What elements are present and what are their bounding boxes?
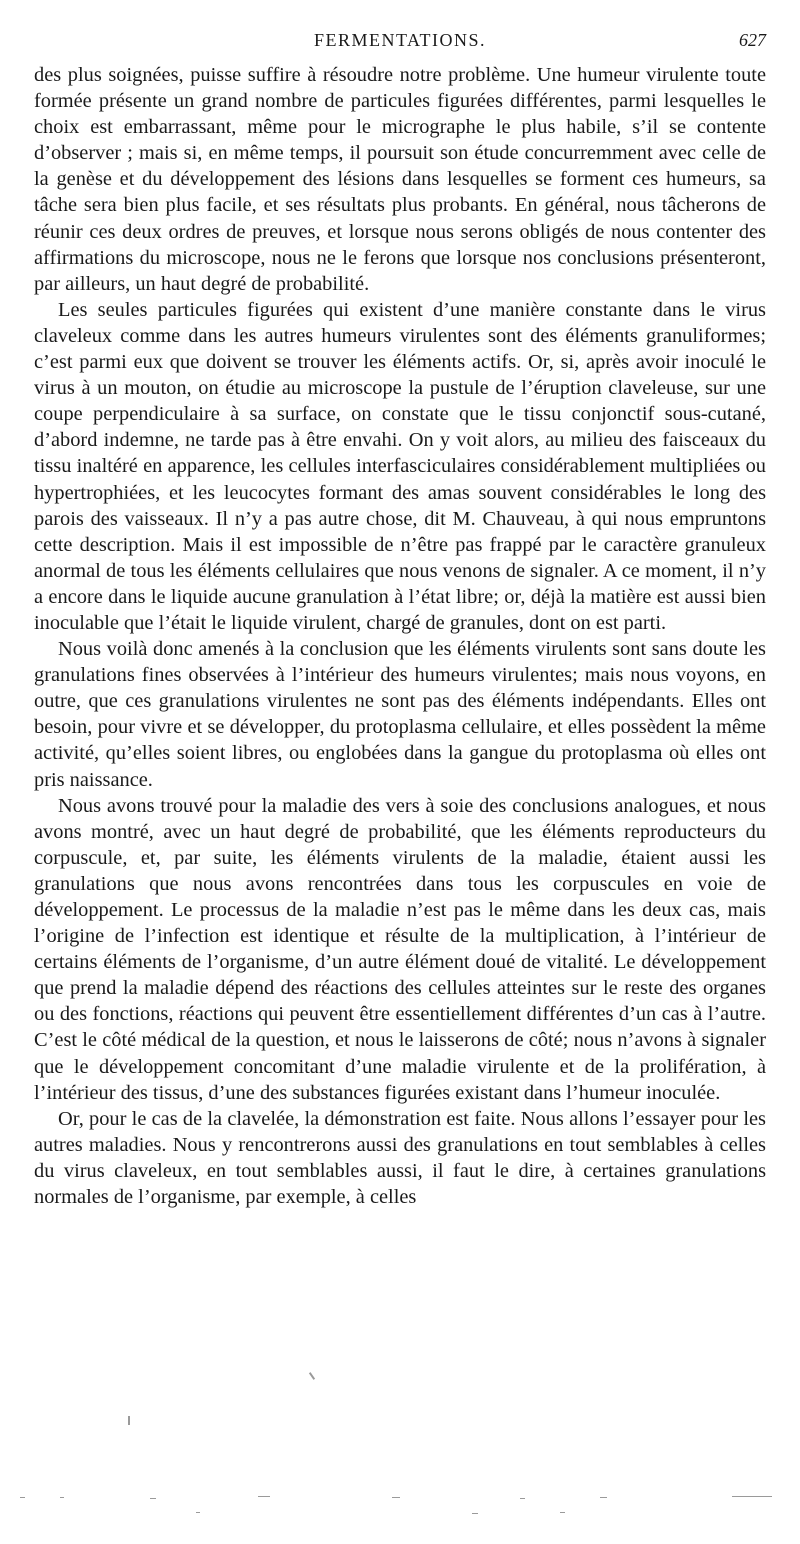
scan-speck — [600, 1497, 607, 1498]
scan-speck — [520, 1498, 525, 1499]
scan-speck — [472, 1513, 478, 1514]
scan-speck — [196, 1512, 200, 1513]
scan-speck — [732, 1496, 772, 1497]
scan-specks — [0, 1360, 800, 1544]
scan-speck — [150, 1498, 156, 1499]
running-head — [34, 30, 766, 56]
paragraph-3: Nous voilà donc amenés à la conclusion que les éléments virulents sont sans doute les granulations fines observées à l’intérieur des humeurs virulentes; mais nous voyons, en outre, que ces granulations virulentes ne sont pas des éléments indépendants. Elles ont besoin, pour vivre et se développer, du protoplasma cellulaire, et elles possèdent la même activité, qu’elles soient libres, ou englobées dans la gangue du protoplasma où elles ont pris naissance. — [34, 638, 766, 791]
page-number: 627 — [739, 30, 766, 50]
body-text — [34, 62, 766, 1210]
paragraph-1: des plus soignées, puisse suffire à résoudre notre problème. Une humeur virulente toute formée présente un grand nombre de particules figurées différentes, parmi lesquelles le choix est embarrassant, même pour le micrographe le plus habile, s’il se contente d’observer ; mais si, en même temps, il poursuit son étude concurremment avec celle de la genèse et du développement des lésions dans lesquelles se forment ces humeurs, sa tâche sera bien plus facile, et ses résultats plus probants. En général, nous tâcherons de réunir ces deux ordres de preuves, et lorsque nous serons obligés de nous contenter des affirmations du microscope, nous ne le ferons que lorsque nos conclusions présenteront, par ailleurs, un haut degré de probabilité. — [34, 64, 766, 295]
paragraph-4: Nous avons trouvé pour la maladie des vers à soie des conclusions analogues, et nous avons montré, avec un haut degré de probabilité, que les éléments reproducteurs du corpuscule, et, par suite, les éléments virulents de la maladie, étaient aussi les granulations que nous avons rencontrées dans tous les corpuscules en voie de développement. Le processus de la maladie n’est pas le même dans les deux cas, mais l’origine de l’infection est identique et résulte de la multiplication, à l’intérieur de certains éléments de l’organisme, d’un autre élément doué de vitalité. Le développement que prend la maladie dépend des réactions des cellules atteintes sur le reste des organes ou des fonctions, réactions qui peuvent être essentiellement différentes d’un cas à l’autre. C’est le côté médical de la question, et nous le laisserons de côté; nous n’avons à signaler que le développement concomitant d’une maladie virulente et de la prolifération, à l’intérieur des tissus, d’une des substances figurées existant dans l’humeur inoculée. — [34, 794, 766, 1104]
running-title: FERMENTATIONS. — [313, 30, 487, 50]
scan-speck — [309, 1372, 315, 1380]
scan-speck — [258, 1496, 270, 1497]
paragraph-5: Or, pour le cas de la clavelée, la démonstration est faite. Nous allons l’essayer pour les autres maladies. Nous y rencontrerons aussi des granulations en tout semblables à celles du virus claveleux, en tout semblables aussi, il faut le dire, à certaines granulations normales de l’organisme, par exemple, à celles — [34, 1107, 766, 1209]
scan-speck — [128, 1416, 130, 1425]
scan-speck — [60, 1497, 64, 1498]
scan-speck — [560, 1512, 565, 1513]
scan-speck — [392, 1497, 400, 1498]
paragraph-2: Les seules particules figurées qui existent d’une manière constante dans le virus claveleux comme dans les autres humeurs virulentes sont des éléments granuliformes; c’est parmi eux que doivent se trouver les éléments actifs. Or, si, après avoir inoculé le virus à un mouton, on étudie au microscope la pustule de l’éruption claveleuse, sur une coupe perpendiculaire à sa surface, on constate que le tissu conjonctif sous-cutané, d’abord indemne, ne tarde pas à être envahi. On y voit alors, au milieu des faisceaux du tissu inaltéré en apparence, les cellules interfasciculaires considérablement multipliées ou hypertrophiées, et les leucocytes formant des amas souvent considérables le long des parois des vaisseaux. Il n’y a pas autre chose, dit M. Chauveau, à qui nous empruntons cette description. Mais il est impossible de n’être pas frappé par le caractère granuleux anormal de tous les éléments cellulaires que nous venons de signaler. A ce moment, il n’y a encore dans le liquide aucune granulation à l’état libre; or, déjà la matière est aussi bien inoculable que l’était le liquide virulent, chargé de granules, dont on est parti. — [34, 298, 766, 634]
scan-speck — [20, 1497, 25, 1498]
